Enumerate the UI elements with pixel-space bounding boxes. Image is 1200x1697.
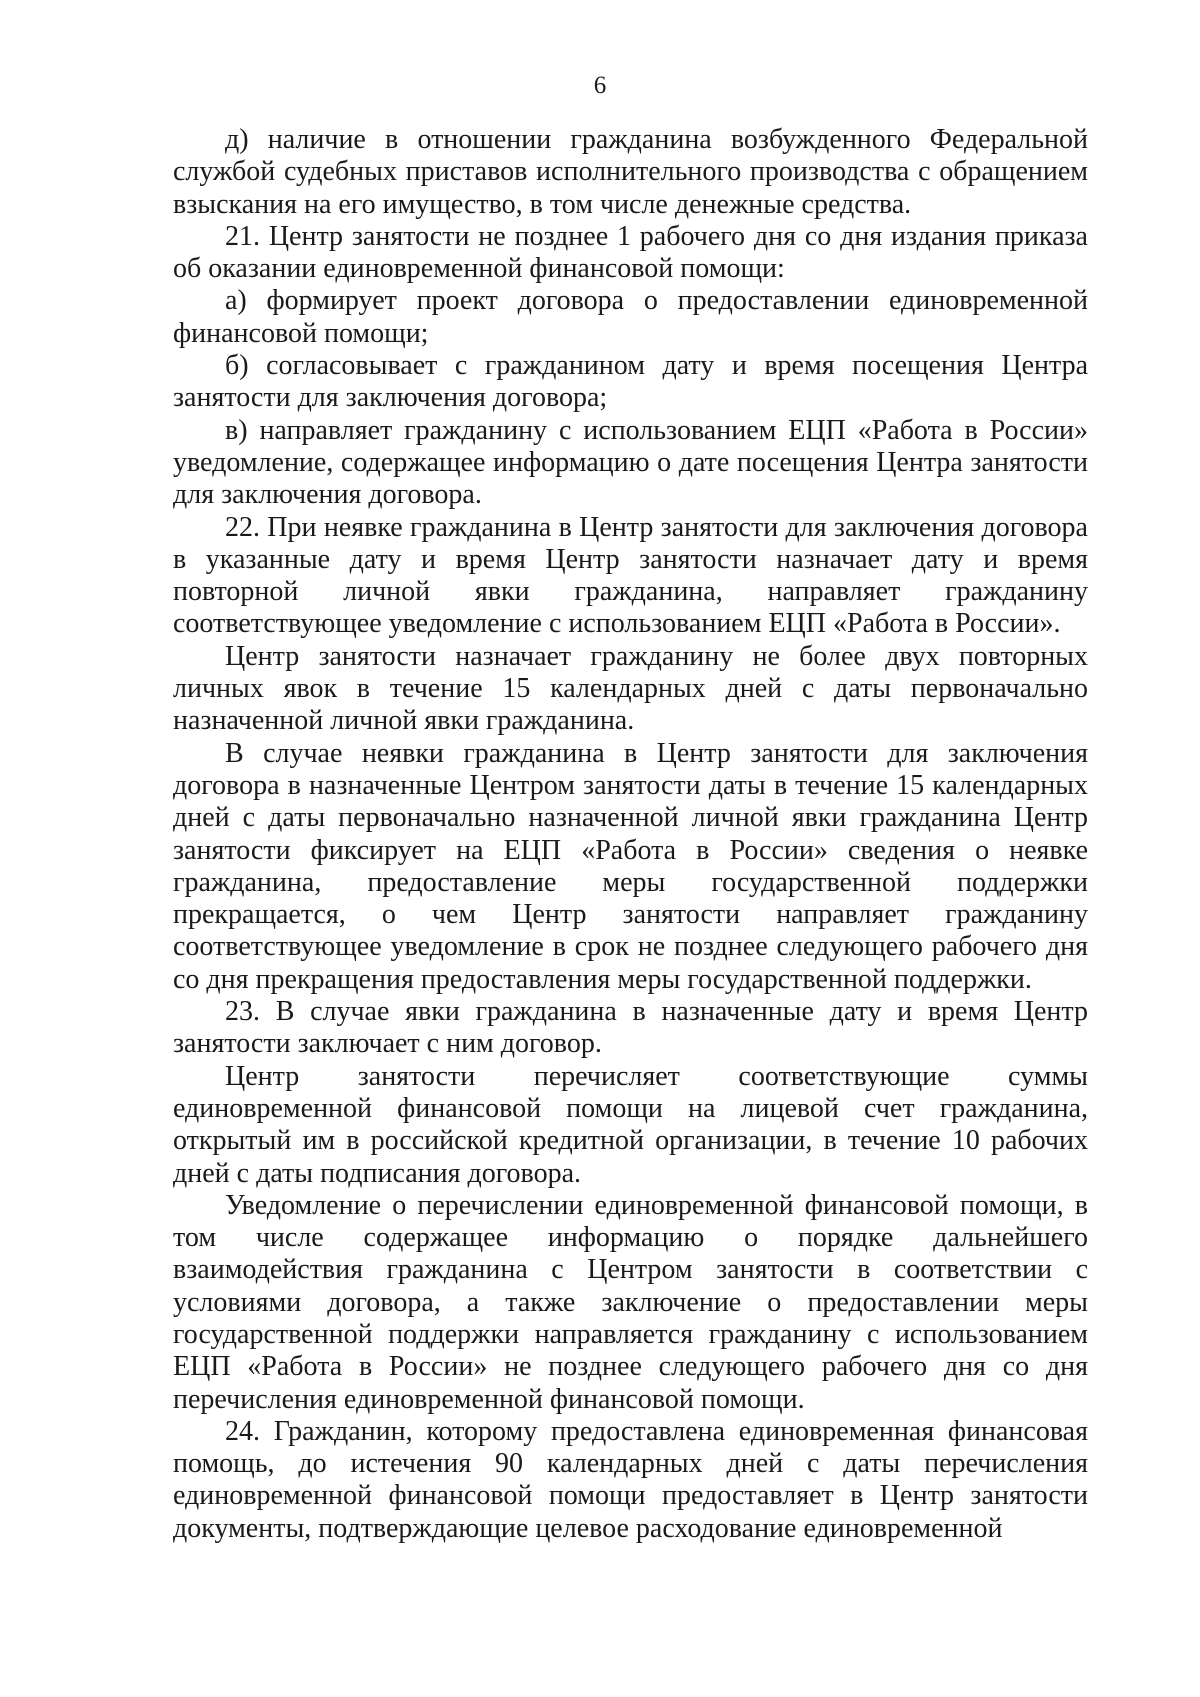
- paragraph-21-a: а) формирует проект договора о предоставлении единовременной финансовой помощи;: [173, 285, 1088, 349]
- paragraph-23-notification: Уведомление о перечислении единовременной финансовой помощи, в том числе содержащее информацию о порядке дальнейшего взаимодействия гражданина с Центром занятости в соответствии с условиями договора, а также заключение о предоставлении меры государственной поддержки направляется гражданину с использованием ЕЦП «Работа в России» не позднее следующего рабочего дня со дня перечисления единовременной финансовой помощи.: [173, 1189, 1088, 1415]
- paragraph-23: 23. В случае явки гражданина в назначенные дату и время Центр занятости заключает с ним договор.: [173, 996, 1088, 1060]
- paragraph-21-v: в) направляет гражданину с использованием ЕЦП «Работа в России» уведомление, содержащее информацию о дате посещения Центра занятости для заключения договора.: [173, 414, 1088, 511]
- paragraph-21-intro: 21. Центр занятости не позднее 1 рабочего дня со дня издания приказа об оказании единовременной финансовой помощи:: [173, 220, 1088, 285]
- page-number: 6: [593, 72, 607, 99]
- paragraph-22-repeat-visits: Центр занятости назначает гражданину не более двух повторных личных явок в течение 15 календарных дней с даты первоначально назначенной личной явки гражданина.: [173, 640, 1088, 737]
- paragraph-22-non-appearance: В случае неявки гражданина в Центр занятости для заключения договора в назначенные Центром занятости даты в течение 15 календарных дней с даты первоначально назначенной личной явки гражданина Центр занятости фиксирует на ЕЦП «Работа в России» сведения о неявке гражданина, предоставление меры государственной поддержки прекращается, о чем Центр занятости направляет гражданину соответствующее уведомление в срок не позднее следующего рабочего дня со дня прекращения предоставления меры государственной поддержки.: [173, 737, 1088, 995]
- paragraph-item-d-grounds: д) наличие в отношении гражданина возбужденного Федеральной службой судебных приставов исполнительного производства с обращением взыскания на его имущество, в том числе денежные средства.: [173, 124, 1088, 220]
- paragraph-24: 24. Гражданин, которому предоставлена единовременная финансовая помощь, до истечения 90 календарных дней с даты перечисления единовременной финансовой помощи предоставляет в Центр занятости документы, подтверждающие целевое расходование единовременной: [173, 1415, 1088, 1544]
- document-body: [173, 124, 1088, 1545]
- paragraph-22: 22. При неявке гражданина в Центр занятости для заключения договора в указанные дату и время Центр занятости назначает дату и время повторной личной явки гражданина, направляет гражданину соответствующее уведомление с использованием ЕЦП «Работа в России».: [173, 511, 1088, 640]
- paragraph-23-transfer: Центр занятости перечисляет соответствующие суммы единовременной финансовой помощи на лицевой счет гражданина, открытый им в российской кредитной организации, в течение 10 рабочих дней с даты подписания договора.: [173, 1060, 1088, 1189]
- paragraph-21-b: б) согласовывает с гражданином дату и время посещения Центра занятости для заключения договора;: [173, 350, 1088, 414]
